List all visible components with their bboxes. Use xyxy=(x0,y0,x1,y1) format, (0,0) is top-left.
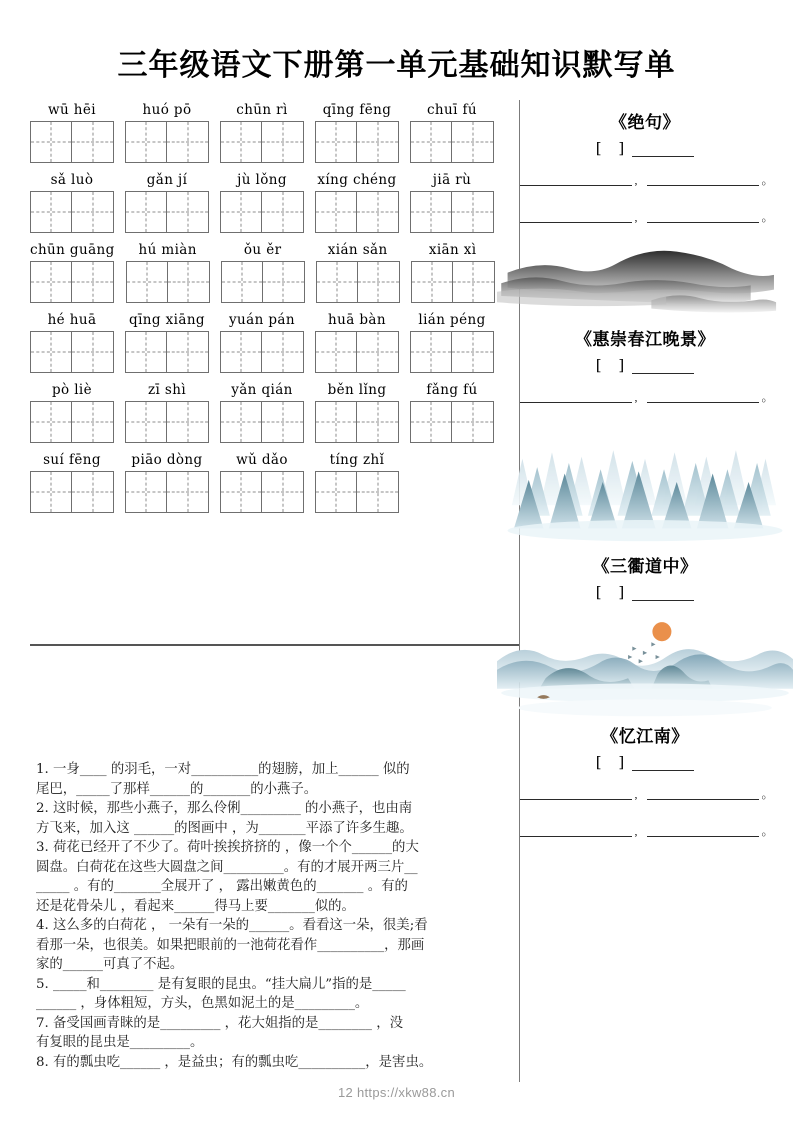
character-box-set xyxy=(410,331,494,373)
sentence-line: 2. 这时候，那些小燕子，那么伶俐_________ 的小燕子，也由南 xyxy=(36,801,413,816)
character-box-set xyxy=(410,401,494,443)
sentence-line: 方飞来，加入这 ______的图画中 ，为_______平添了许多生趣。 xyxy=(36,820,413,836)
answer-blank[interactable] xyxy=(647,173,759,186)
character-writing-cell[interactable] xyxy=(221,261,263,303)
sentence-line: 还是花骨朵儿 ，看起来______得马上要_______似的。 xyxy=(36,898,355,914)
poem-line xyxy=(497,210,793,223)
pinyin-label: hé huā xyxy=(47,312,97,328)
poem-block-3 xyxy=(497,552,793,601)
character-writing-cell[interactable] xyxy=(30,191,72,233)
character-writing-cell[interactable] xyxy=(125,121,167,163)
answer-blank[interactable] xyxy=(647,824,759,837)
pinyin-word-group xyxy=(410,382,494,443)
character-writing-cell[interactable] xyxy=(410,191,452,233)
character-box-set xyxy=(126,261,210,303)
character-writing-cell[interactable] xyxy=(315,401,357,443)
character-writing-cell[interactable] xyxy=(452,331,494,373)
character-writing-cell[interactable] xyxy=(72,401,114,443)
pinyin-label: yuán pán xyxy=(229,312,295,328)
pinyin-label: pò liè xyxy=(51,382,93,398)
pinyin-word-group xyxy=(315,172,399,233)
poem-author-field xyxy=(497,139,793,157)
sentence-line: 4. 这么多的白荷花 ， 一朵有一朵的______。看看这一朵，很美;看 xyxy=(36,918,428,933)
character-box-set xyxy=(410,191,494,233)
character-writing-cell[interactable] xyxy=(167,121,209,163)
pinyin-label: yǎn qián xyxy=(231,382,293,398)
comma-mark: , xyxy=(634,390,638,405)
character-writing-cell[interactable] xyxy=(410,121,452,163)
pinyin-word-group xyxy=(125,172,209,233)
character-writing-cell[interactable] xyxy=(30,471,72,513)
pinyin-word-group xyxy=(30,452,114,513)
character-box-set xyxy=(315,121,399,163)
pinyin-word-group xyxy=(125,452,209,513)
footer-watermark: 12 https://xkw88.cn xyxy=(338,1085,455,1100)
poem-title: 《三衢道中》 xyxy=(592,556,698,577)
character-writing-cell[interactable] xyxy=(358,261,400,303)
pinyin-word-group xyxy=(30,102,114,163)
sentence-line: 3. 荷花已经开了不少了。荷叶挨挨挤挤的 ，像一个个______的大 xyxy=(36,840,419,855)
character-writing-cell[interactable] xyxy=(72,191,114,233)
sentence-line: 圆盘。白荷花在这些大圆盘之间_________。有的才展开两三片__ xyxy=(36,859,418,875)
character-box-set xyxy=(315,191,399,233)
pinyin-label: huā bàn xyxy=(328,312,386,328)
pinyin-row xyxy=(0,312,497,373)
character-writing-cell[interactable] xyxy=(167,401,209,443)
character-box-set xyxy=(125,191,209,233)
pinyin-label: hú miàn xyxy=(138,242,197,258)
poem-title: 《惠崇春江晚景》 xyxy=(575,330,715,351)
pinyin-label: chūn rì xyxy=(236,102,288,118)
poem-line xyxy=(497,824,793,837)
sentence-line: 尾巴，_____了那样______的_______的小燕子。 xyxy=(36,781,318,797)
poem-line xyxy=(497,173,793,186)
character-writing-cell[interactable] xyxy=(167,471,209,513)
pinyin-label: sǎ luò xyxy=(50,172,94,188)
pinyin-word-group xyxy=(410,312,494,373)
sentence-line: 家的______可真了不起。 xyxy=(36,957,184,972)
character-box-set xyxy=(315,401,399,443)
character-writing-cell[interactable] xyxy=(220,121,262,163)
character-box-set xyxy=(30,261,115,303)
sentence-line: 7. 备受国画青睐的是_________ ，花大姐指的是________ ，没 xyxy=(36,1015,404,1031)
answer-blank[interactable] xyxy=(520,390,632,403)
character-writing-cell[interactable] xyxy=(315,471,357,513)
character-box-set xyxy=(316,261,400,303)
character-writing-cell[interactable] xyxy=(452,191,494,233)
pinyin-row xyxy=(0,102,497,163)
sentence-line: 8. 有的瓢虫吃______ ，是益虫；有的瓢虫吃__________，是害虫。 xyxy=(36,1054,433,1070)
period-mark: 。 xyxy=(761,787,774,802)
pinyin-label: fǎng fú xyxy=(426,382,478,398)
fill-in-sentences xyxy=(36,760,516,1072)
poem-answer-lines xyxy=(497,173,793,223)
pinyin-word-group xyxy=(315,312,399,373)
character-box-set xyxy=(315,331,399,373)
character-writing-cell[interactable] xyxy=(262,121,304,163)
character-writing-cell[interactable] xyxy=(410,401,452,443)
pinyin-word-group xyxy=(410,102,494,163)
poem-answer-lines xyxy=(497,787,793,837)
poem-answer-lines xyxy=(497,390,793,403)
pinyin-word-group xyxy=(125,382,209,443)
character-writing-cell[interactable] xyxy=(167,191,209,233)
character-box-set xyxy=(125,331,209,373)
pinyin-word-group xyxy=(30,382,114,443)
character-writing-cell[interactable] xyxy=(30,331,72,373)
pinyin-label: gǎn jí xyxy=(146,172,188,188)
character-box-set xyxy=(125,121,209,163)
pinyin-row xyxy=(0,452,497,513)
author-brackets: [ ] xyxy=(595,582,631,601)
character-writing-cell[interactable] xyxy=(316,261,358,303)
misty-pine-forest-icon xyxy=(497,427,793,545)
pinyin-label: chūn guāng xyxy=(30,242,115,258)
pinyin-label: chuī fú xyxy=(426,102,478,118)
character-writing-cell[interactable] xyxy=(357,121,399,163)
character-writing-cell[interactable] xyxy=(315,331,357,373)
pinyin-row xyxy=(0,382,497,443)
character-writing-cell[interactable] xyxy=(411,261,453,303)
character-writing-cell[interactable] xyxy=(357,191,399,233)
poem-title: 《忆江南》 xyxy=(601,727,689,748)
character-writing-cell[interactable] xyxy=(357,401,399,443)
period-mark: 。 xyxy=(761,173,774,187)
pinyin-word-group xyxy=(126,242,210,303)
page-title-wrap xyxy=(0,0,793,84)
pinyin-word-group xyxy=(411,242,495,303)
pinyin-grid-section xyxy=(0,102,497,513)
character-box-set xyxy=(30,191,114,233)
poem-line xyxy=(497,787,793,800)
poem-line xyxy=(497,390,793,403)
poem-block-1 xyxy=(497,108,793,223)
pinyin-word-group xyxy=(220,452,304,513)
page-title: 三年级语文下册第一单元基础知识默写单 xyxy=(117,48,676,83)
author-brackets: [ ] xyxy=(595,356,631,375)
character-writing-cell[interactable] xyxy=(125,471,167,513)
character-writing-cell[interactable] xyxy=(125,331,167,373)
right-column xyxy=(497,102,793,861)
pinyin-label: wǔ dǎo xyxy=(236,452,288,468)
character-box-set xyxy=(411,261,495,303)
misty-landscape-sun-boat-icon xyxy=(497,619,793,720)
pinyin-word-group xyxy=(315,452,399,513)
poem-block-4 xyxy=(497,722,793,837)
character-box-set xyxy=(30,121,114,163)
poem-author-field xyxy=(497,753,793,771)
character-writing-cell[interactable] xyxy=(220,471,262,513)
sentence-line: 1. 一身____ 的羽毛，一对__________的翅膀，加上______ 似的 xyxy=(36,762,410,777)
answer-blank[interactable] xyxy=(520,824,632,837)
character-writing-cell[interactable] xyxy=(263,261,305,303)
pinyin-label: lián péng xyxy=(418,312,486,328)
character-writing-cell[interactable] xyxy=(410,331,452,373)
answer-blank[interactable] xyxy=(647,210,759,223)
sentence-line: 看那一朵，也很美。如果把眼前的一池荷花看作__________，那画 xyxy=(36,937,425,953)
character-writing-cell[interactable] xyxy=(72,261,114,303)
pinyin-word-group xyxy=(30,172,114,233)
author-brackets: [ ] xyxy=(595,139,631,157)
character-writing-cell[interactable] xyxy=(72,121,114,163)
pinyin-word-group xyxy=(220,102,304,163)
character-box-set xyxy=(30,471,114,513)
character-box-set xyxy=(410,121,494,163)
pinyin-word-group xyxy=(410,172,494,233)
pinyin-label: jù lǒng xyxy=(237,172,287,188)
character-box-set xyxy=(125,471,209,513)
pinyin-word-group xyxy=(30,242,115,303)
poem-title: 《绝句》 xyxy=(610,113,680,133)
character-box-set xyxy=(220,121,304,163)
comma-mark: , xyxy=(634,173,638,187)
pinyin-label: xián sǎn xyxy=(327,242,388,258)
pinyin-word-group xyxy=(315,382,399,443)
pinyin-label: wū hēi xyxy=(48,102,96,118)
character-box-set xyxy=(315,471,399,513)
comma-mark: , xyxy=(634,787,638,802)
pinyin-word-group xyxy=(315,102,399,163)
author-blank[interactable] xyxy=(632,757,694,771)
character-writing-cell[interactable] xyxy=(452,121,494,163)
pinyin-label: qīng xiāng xyxy=(129,312,205,328)
character-box-set xyxy=(220,401,304,443)
character-writing-cell[interactable] xyxy=(30,261,72,303)
author-blank[interactable] xyxy=(632,587,694,601)
left-column xyxy=(0,102,497,1070)
character-writing-cell[interactable] xyxy=(72,331,114,373)
poem-block-2 xyxy=(497,325,793,403)
character-writing-cell[interactable] xyxy=(72,471,114,513)
ink-mountain-dark-icon xyxy=(497,241,793,323)
pinyin-word-group xyxy=(220,312,304,373)
pinyin-row xyxy=(0,172,497,233)
poem-author-field xyxy=(497,356,793,374)
comma-mark: , xyxy=(634,824,638,839)
pinyin-word-group xyxy=(220,382,304,443)
character-writing-cell[interactable] xyxy=(262,331,304,373)
sentence-line: 有复眼的昆虫是_________。 xyxy=(36,1035,204,1050)
pinyin-word-group xyxy=(125,102,209,163)
answer-blank[interactable] xyxy=(520,787,632,800)
character-writing-cell[interactable] xyxy=(452,401,494,443)
pinyin-row xyxy=(0,242,497,303)
character-writing-cell[interactable] xyxy=(167,331,209,373)
character-writing-cell[interactable] xyxy=(357,471,399,513)
character-writing-cell[interactable] xyxy=(220,331,262,373)
pinyin-word-group xyxy=(316,242,400,303)
answer-blank[interactable] xyxy=(647,787,759,800)
character-box-set xyxy=(221,261,305,303)
pinyin-label: zī shì xyxy=(147,382,187,398)
poem-author-field xyxy=(497,583,793,601)
pinyin-word-group xyxy=(30,312,114,373)
author-blank[interactable] xyxy=(632,360,694,374)
character-box-set xyxy=(220,191,304,233)
character-writing-cell[interactable] xyxy=(220,191,262,233)
character-writing-cell[interactable] xyxy=(453,261,495,303)
character-writing-cell[interactable] xyxy=(125,401,167,443)
period-mark: 。 xyxy=(761,824,774,839)
character-writing-cell[interactable] xyxy=(30,121,72,163)
character-box-set xyxy=(30,401,114,443)
author-blank[interactable] xyxy=(632,143,694,157)
pinyin-label: tíng zhǐ xyxy=(329,452,385,468)
character-writing-cell[interactable] xyxy=(125,191,167,233)
answer-blank[interactable] xyxy=(520,173,632,186)
pinyin-word-group xyxy=(125,312,209,373)
pinyin-label: qīng fēng xyxy=(322,102,392,118)
sentence-line: 5. _____和________ 是有复眼的昆虫。“挂大扁儿”指的是_____ xyxy=(36,976,406,992)
pinyin-label: huó pō xyxy=(142,102,192,118)
character-writing-cell[interactable] xyxy=(220,401,262,443)
character-box-set xyxy=(125,401,209,443)
character-writing-cell[interactable] xyxy=(357,331,399,373)
pinyin-label: suí fēng xyxy=(43,452,101,468)
pinyin-label: ǒu ěr xyxy=(243,242,282,258)
character-box-set xyxy=(30,331,114,373)
character-writing-cell[interactable] xyxy=(315,191,357,233)
sentence-line: ______ ，身体粗短，方头，色黑如泥土的是_________。 xyxy=(36,996,369,1011)
comma-mark: , xyxy=(634,210,638,224)
content-columns xyxy=(0,102,793,1070)
pinyin-word-group xyxy=(221,242,305,303)
pinyin-label: xiān xì xyxy=(428,242,477,258)
answer-blank[interactable] xyxy=(647,390,759,403)
character-box-set xyxy=(220,471,304,513)
period-mark: 。 xyxy=(761,390,774,405)
pinyin-word-group xyxy=(220,172,304,233)
answer-blank[interactable] xyxy=(520,210,632,223)
character-writing-cell[interactable] xyxy=(262,471,304,513)
character-box-set xyxy=(220,331,304,373)
character-writing-cell[interactable] xyxy=(262,401,304,443)
character-writing-cell[interactable] xyxy=(126,261,168,303)
pinyin-label: xíng chéng xyxy=(317,172,397,188)
author-brackets: [ ] xyxy=(595,753,631,772)
pinyin-label: běn lǐng xyxy=(327,382,387,398)
character-writing-cell[interactable] xyxy=(168,261,210,303)
sentence-line: _____ 。有的_______全展开了 ， 露出嫩黄色的_______ 。有的 xyxy=(36,879,408,894)
pinyin-label: piāo dòng xyxy=(131,452,203,468)
character-writing-cell[interactable] xyxy=(30,401,72,443)
period-mark: 。 xyxy=(761,210,774,224)
character-writing-cell[interactable] xyxy=(315,121,357,163)
character-writing-cell[interactable] xyxy=(262,191,304,233)
pinyin-label: jiā rù xyxy=(432,172,472,188)
